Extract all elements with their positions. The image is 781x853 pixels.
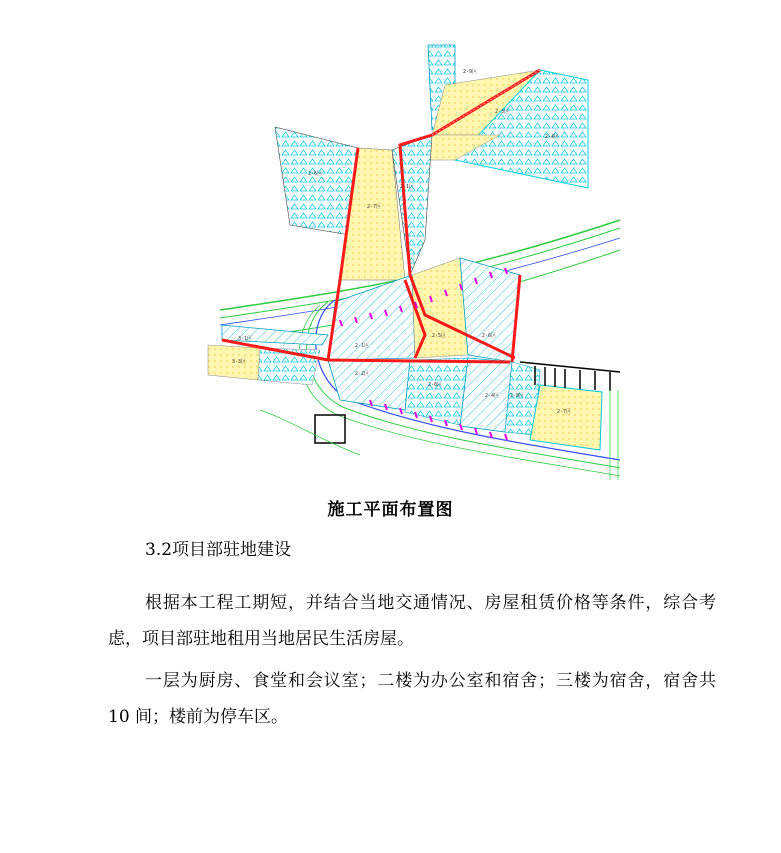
block-label: 2-1区 <box>400 184 415 190</box>
parcel-2-7-east <box>530 385 602 450</box>
paragraph: 一层为厨房、食堂和会议室；二楼为办公室和宿舍；三楼为宿舍，宿舍共 10 间；楼前为停车区。 <box>108 671 716 727</box>
block-label: 2-2区 <box>355 371 370 377</box>
site-plan-figure <box>200 40 630 490</box>
section-heading: 3.2项目部驻地建设 <box>145 540 292 560</box>
block-label: 2-3区 <box>495 109 510 115</box>
block-label: 2-1区 <box>355 343 370 349</box>
parcel-2-2 <box>328 360 410 410</box>
parcel-2-8 <box>405 358 468 425</box>
block-label: 2-8区 <box>428 382 443 388</box>
block-label: 2-6区 <box>308 171 323 177</box>
block-label: 3-1区 <box>238 336 253 342</box>
block-label: 2-7区 <box>367 204 382 210</box>
block-label: 2-9区 <box>463 69 478 75</box>
paragraph: 根据本工程工期短，并结合当地交通情况、房屋租赁价格等条件，综合考虑，项目部驻地租用当地居民生活房屋。 <box>108 593 716 649</box>
block-label: 3-3区 <box>232 359 247 365</box>
block-label: 2-6区 <box>482 333 497 339</box>
figure-caption: 施工平面布置图 <box>327 500 454 520</box>
block-label: 2-4区 <box>485 393 500 399</box>
parcel-2-6 <box>275 127 358 235</box>
block-label: 2-8区 <box>510 393 525 399</box>
block-label: 2-5区 <box>432 333 447 339</box>
site-plan-drawing <box>200 40 630 490</box>
block-label: 2-4区 <box>545 134 560 140</box>
block-label: 2-7区 <box>557 409 572 415</box>
